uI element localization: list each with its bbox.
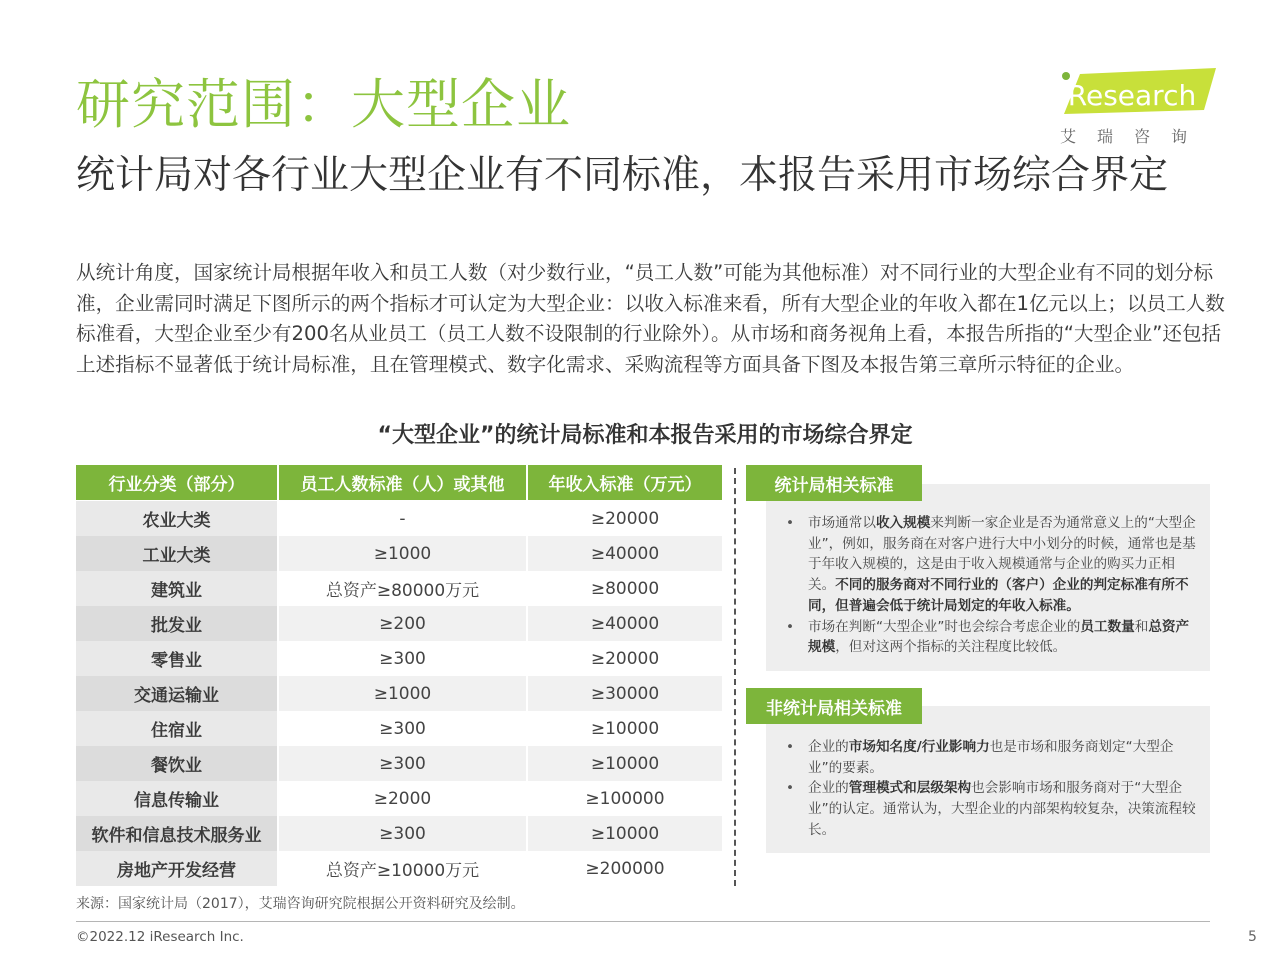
industry-cell: 农业大类 [76, 501, 279, 536]
text: 来判断一家企业是否为通常意义上的“大型企业”，例如，服务商在对客户进行大中小划分的时候，通常也是基于年收入规模的，这是由于收入规模通常与企业的购买力正相关。 [808, 515, 1196, 594]
divider-line [734, 468, 736, 886]
industry-cell: 零售业 [76, 641, 279, 676]
industry-cell: 工业大类 [76, 536, 279, 571]
revenue-standard-cell: ≥10000 [590, 718, 660, 739]
table-row [76, 606, 722, 641]
page-number: 5 [1248, 929, 1257, 945]
bold-text: 员工数量 [1080, 618, 1135, 635]
table-row [76, 851, 722, 886]
table-row [76, 711, 722, 746]
table-row [76, 571, 722, 606]
stat-panel-list [782, 513, 1196, 658]
logo-chinese: 艾瑞咨询 [1060, 127, 1209, 146]
panel-bullet-item [782, 617, 1196, 658]
text: 和 [1134, 618, 1149, 635]
industry-cell: 信息传输业 [76, 781, 279, 816]
panel-bullet-item [782, 737, 1196, 778]
table-header-cell: 员工人数标准（人）或其他 [279, 465, 528, 500]
revenue-standard-cell: ≥20000 [590, 508, 660, 529]
employee-standard-cell: ≥200 [279, 606, 528, 641]
source-note: 来源：国家统计局（2017），艾瑞咨询研究院根据公开资料研究及绘制。 [76, 896, 525, 912]
table-row [76, 746, 722, 781]
industry-cell: 建筑业 [76, 571, 279, 606]
employee-standard-cell: 总资产≥10000万元 [279, 851, 528, 886]
text: 企业的 [808, 780, 849, 797]
employee-standard-cell: ≥2000 [279, 781, 528, 816]
revenue-standard-cell: ≥30000 [590, 683, 660, 704]
text: ，但对这两个指标的关注程度比较低。 [835, 639, 1067, 656]
nonstat-panel-list [782, 737, 1196, 841]
panel-bullet-item [782, 513, 1196, 617]
bold-text: 不同的服务商对不同行业的（客户）企业的判定标准有所不同，但普遍会低于统计局划定的年收入标准。 [808, 577, 1189, 614]
iresearch-logo [1054, 66, 1220, 152]
footer-divider [76, 921, 1210, 922]
table-header-cell: 年收入标准（万元） [528, 465, 722, 500]
table-row [76, 676, 722, 711]
employee-standard-cell: - [279, 501, 528, 536]
bold-text: 总资产规模 [808, 618, 1190, 656]
table-row [76, 536, 722, 571]
industry-cell: 软件和信息技术服务业 [76, 816, 279, 851]
industry-cell: 住宿业 [76, 711, 279, 746]
text: 也会影响市场和服务商对于“大型企业”的认定。通常认为，大型企业的内部架构较复杂，决策流程较长。 [808, 780, 1196, 838]
logo-mark [1056, 68, 1216, 118]
employee-standard-cell: ≥300 [279, 816, 528, 851]
revenue-standard-cell: ≥40000 [590, 613, 660, 634]
page-title: 研究范围：大型企业 [76, 73, 571, 136]
employee-standard-cell: ≥300 [279, 711, 528, 746]
revenue-standard-cell: ≥20000 [590, 648, 660, 669]
industry-cell: 房地产开发经营 [76, 851, 279, 886]
standards-table [76, 465, 722, 886]
employee-standard-cell: ≥1000 [279, 536, 528, 571]
text: 企业的 [808, 739, 849, 755]
stat-panel-title: 统计局相关标准 [746, 465, 922, 501]
figure-title: “大型企业”的统计局标准和本报告采用的市场综合界定 [377, 423, 913, 448]
employee-standard-cell: ≥300 [279, 641, 528, 676]
revenue-standard-cell: ≥10000 [590, 753, 660, 774]
revenue-standard-cell: ≥40000 [590, 543, 660, 564]
table-row [76, 816, 722, 851]
industry-cell: 交通运输业 [76, 676, 279, 711]
industry-cell: 批发业 [76, 606, 279, 641]
text: 市场在判断“大型企业”时也会综合考虑企业的 [808, 618, 1081, 635]
table-row [76, 641, 722, 676]
table-header-cell: 行业分类（部分） [76, 465, 279, 500]
text: 市场通常以 [808, 515, 876, 531]
table-body [76, 501, 722, 886]
bold-text: 收入规模 [875, 515, 931, 531]
industry-cell: 餐饮业 [76, 746, 279, 781]
nonstat-panel-title: 非统计局相关标准 [746, 688, 922, 724]
employee-standard-cell: 总资产≥80000万元 [279, 571, 528, 606]
bold-text: 市场知名度/行业影响力 [848, 739, 990, 755]
revenue-standard-cell: ≥100000 [585, 788, 665, 809]
table-row [76, 781, 722, 816]
panel-bullet-item [782, 778, 1196, 840]
employee-standard-cell: ≥300 [279, 746, 528, 781]
revenue-standard-cell: ≥10000 [590, 823, 660, 844]
table-row [76, 501, 722, 536]
revenue-standard-cell: ≥80000 [590, 578, 660, 599]
page-subtitle: 统计局对各行业大型企业有不同标准，本报告采用市场综合界定 [76, 153, 1169, 198]
intro-paragraph: 从统计角度，国家统计局根据年收入和员工人数（对少数行业，“员工人数”可能为其他标准）对不同行业的大型企业有不同的划分标准，企业需同时满足下图所示的两个指标才可认定为大型企业：以收入标准来看，所有大型企业的年收入都在1亿元以上；以员工人数标准看，大型企业至少有200名从业员工（员工人数不设限制的行业除外）。从市场和商务视角上看，本报告所指的“大型企业”还包括上述指标不显著低于统计局标准，且在管理模式、数字化需求、采购流程等方面具备下图及本报告第三章所示特征的企业。 [76, 261, 1225, 377]
text: 也是市场和服务商划定“大型企业”的要素。 [808, 739, 1174, 776]
logo-text: iResearch [1060, 79, 1197, 112]
revenue-standard-cell: ≥200000 [585, 858, 665, 879]
table-header [76, 465, 722, 500]
employee-standard-cell: ≥1000 [279, 676, 528, 711]
copyright: ©2022.12 iResearch Inc. [76, 929, 244, 945]
bold-text: 管理模式和层级架构 [848, 780, 972, 797]
